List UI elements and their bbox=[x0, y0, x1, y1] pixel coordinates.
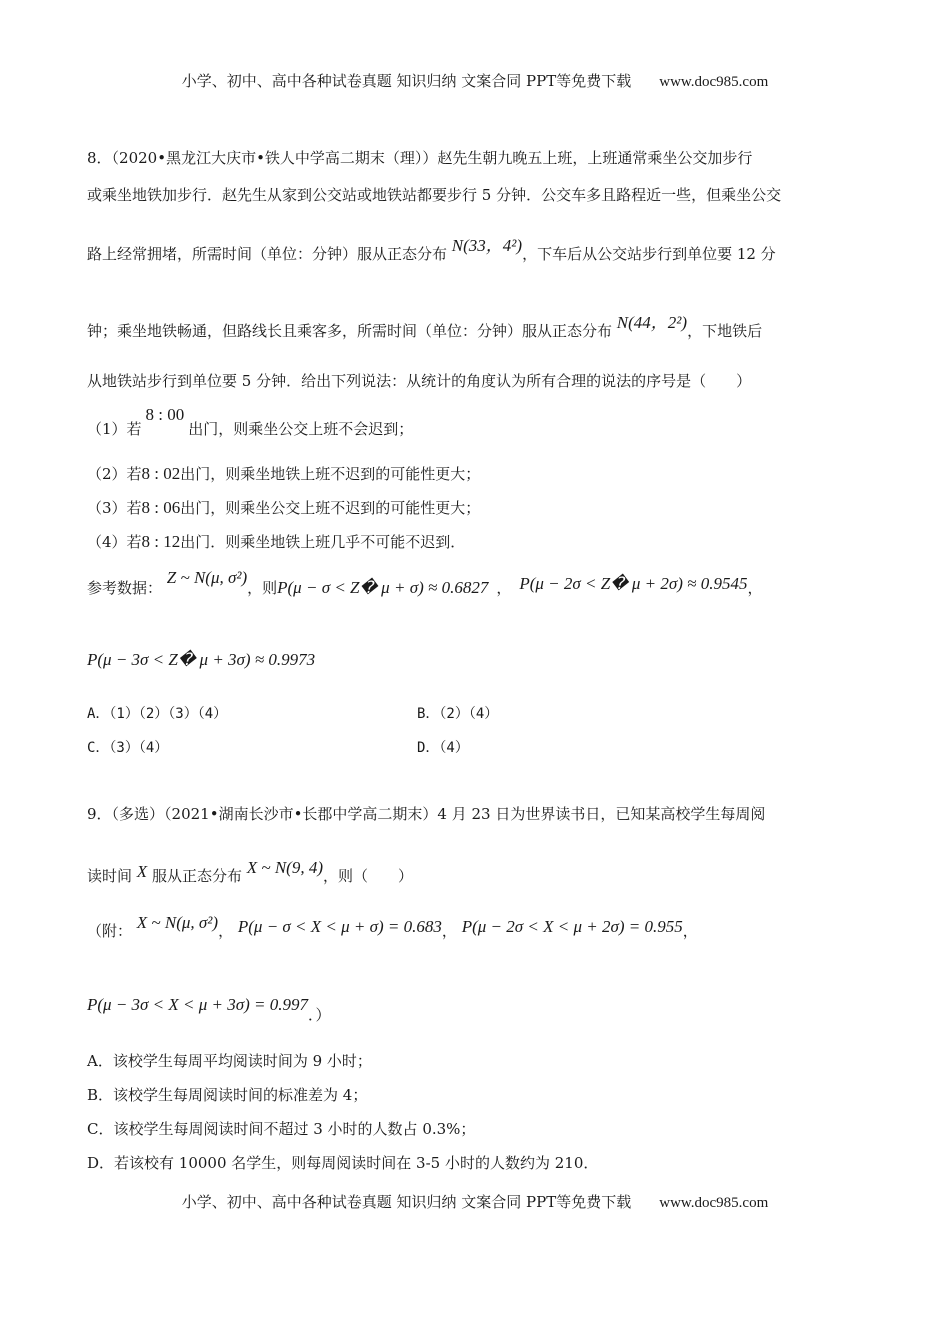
q8-line-1: 8．（2020•黑龙江大庆市•铁人中学高二期末（理））赵先生朝九晚五上班，上班通常乘坐公交加步行 bbox=[87, 149, 753, 167]
q9-note-formula-2: P(μ − σ < X < μ + σ) = 0.683 bbox=[237, 917, 442, 936]
q8-line-5: 从地铁站步行到单位要 5 分钟．给出下列说法：从统计的角度认为所有合理的说法的序号是（ ） bbox=[87, 372, 752, 390]
q9-option-d[interactable]: D．若该校有 10000 名学生，则每周阅读时间在 3-5 小时的人数约为 210． bbox=[87, 1154, 599, 1172]
q8-reference-data bbox=[87, 568, 763, 598]
q8-line-4-text-b: ，下地铁后 bbox=[687, 322, 763, 340]
q9-note-formula-1: X ~ N(μ, σ²) bbox=[136, 913, 219, 932]
reference-then: ，则 bbox=[247, 579, 278, 597]
q9-note-sep-1: ， bbox=[218, 922, 234, 940]
q9-note-formula-3: P(μ − 2σ < X < μ + 2σ) = 0.955 bbox=[461, 917, 683, 936]
q9-note-end: ．） bbox=[308, 1006, 331, 1024]
q8-statement-4 bbox=[87, 532, 465, 552]
q9-line-2-text-b: 服从正态分布 bbox=[151, 867, 242, 885]
statement-3-time: 8 : 06 bbox=[141, 498, 181, 517]
reference-formula-2: P(μ − σ < Z� μ + σ) ≈ 0.6827 bbox=[277, 578, 489, 597]
q9-variable-x: X bbox=[136, 862, 148, 881]
q8-option-a[interactable]: A．（1）（2）（3）（4） bbox=[87, 706, 228, 722]
q9-option-c[interactable]: C．该校学生每周阅读时间不超过 3 小时的人数占 0.3%； bbox=[87, 1120, 476, 1138]
statement-2-time: 8 : 02 bbox=[141, 464, 181, 483]
q8-line-4-text: 钟；乘坐地铁畅通，但路线长且乘客多，所需时间（单位：分钟）服从正态分布 bbox=[87, 322, 613, 340]
q8-line-4 bbox=[87, 313, 763, 341]
q8-statement-2 bbox=[87, 464, 480, 484]
q9-note-sep-2: ， bbox=[441, 922, 457, 940]
statement-2-text: 出门，则乘坐地铁上班不迟到的可能性更大； bbox=[180, 465, 481, 483]
q8-line-3 bbox=[87, 236, 776, 264]
q8-bus-distribution: N(33，4²) bbox=[451, 236, 523, 255]
statement-1-prefix: （1）若 bbox=[87, 420, 142, 438]
statement-4-prefix: （4）若 bbox=[87, 533, 142, 551]
q9-line-2 bbox=[87, 858, 414, 886]
reference-formula-1: Z ~ N(μ, σ²) bbox=[166, 568, 248, 587]
q8-reference-line-2 bbox=[87, 650, 315, 670]
q9-note-label: （附： bbox=[87, 922, 133, 940]
header-url[interactable]: www.doc985.com bbox=[659, 74, 769, 90]
page-header bbox=[0, 70, 950, 91]
statement-1-text: 出门，则乘坐公交上班不会迟到； bbox=[188, 420, 414, 438]
q9-option-a[interactable]: A．该校学生每周平均阅读时间为 9 小时； bbox=[87, 1052, 372, 1070]
reference-formula-3: P(μ − 2σ < Z� μ + 2σ) ≈ 0.9545 bbox=[519, 574, 748, 593]
q9-note bbox=[87, 913, 698, 941]
q9-option-b[interactable]: B．该校学生每周阅读时间的标准差为 4； bbox=[87, 1086, 368, 1104]
reference-sep: ， bbox=[496, 579, 512, 597]
q8-line-3-text-b: ，下车后从公交站步行到单位要 12 分 bbox=[522, 245, 776, 263]
footer-text: 小学、初中、高中各种试卷真题 知识归纳 文案合同 PPT等免费下载 bbox=[181, 1193, 632, 1211]
q8-option-d[interactable]: D．（4） bbox=[417, 740, 469, 756]
statement-3-prefix: （3）若 bbox=[87, 499, 142, 517]
reference-formula-4: P(μ − 3σ < Z� μ + 3σ) ≈ 0.9973 bbox=[87, 650, 316, 669]
statement-4-time: 8 : 12 bbox=[141, 532, 181, 551]
reference-label: 参考数据： bbox=[87, 579, 163, 597]
q8-option-c[interactable]: C．（3）（4） bbox=[87, 740, 169, 756]
statement-2-prefix: （2）若 bbox=[87, 465, 142, 483]
footer-url[interactable]: www.doc985.com bbox=[659, 1195, 769, 1211]
statement-3-text: 出门，则乘坐公交上班不迟到的可能性更大； bbox=[180, 499, 481, 517]
statement-1-time: 8 : 00 bbox=[145, 405, 185, 424]
q8-option-b[interactable]: B．（2）（4） bbox=[417, 706, 499, 722]
reference-sep-2: ， bbox=[747, 579, 763, 597]
q9-note-sep-3: ， bbox=[682, 922, 698, 940]
header-text: 小学、初中、高中各种试卷真题 知识归纳 文案合同 PPT等免费下载 bbox=[181, 72, 632, 90]
q9-line-1: 9．（多选）（2021•湖南长沙市•长郡中学高二期末）4 月 23 日为世界读书日，已知某高校学生每周阅 bbox=[87, 805, 766, 823]
q8-line-2: 或乘坐地铁加步行．赵先生从家到公交站或地铁站都要步行 5 分钟．公交车多且路程近一些，但乘坐公交 bbox=[87, 186, 782, 204]
q8-statement-3 bbox=[87, 498, 480, 518]
q9-line-2-text-c: ，则（ ） bbox=[323, 867, 414, 885]
q9-distribution: X ~ N(9, 4) bbox=[246, 858, 324, 877]
statement-4-text: 出门．则乘坐地铁上班几乎不可能不迟到． bbox=[180, 533, 466, 551]
q9-note-line-2 bbox=[87, 995, 331, 1024]
q9-line-2-text: 读时间 bbox=[87, 867, 133, 885]
q8-statement-1 bbox=[87, 405, 414, 439]
q8-line-3-text: 路上经常拥堵，所需时间（单位：分钟）服从正态分布 bbox=[87, 245, 448, 263]
q8-metro-distribution: N(44，2²) bbox=[616, 313, 688, 332]
q9-note-formula-4: P(μ − 3σ < X < μ + 3σ) = 0.997 bbox=[87, 995, 309, 1014]
page-footer bbox=[0, 1191, 950, 1212]
